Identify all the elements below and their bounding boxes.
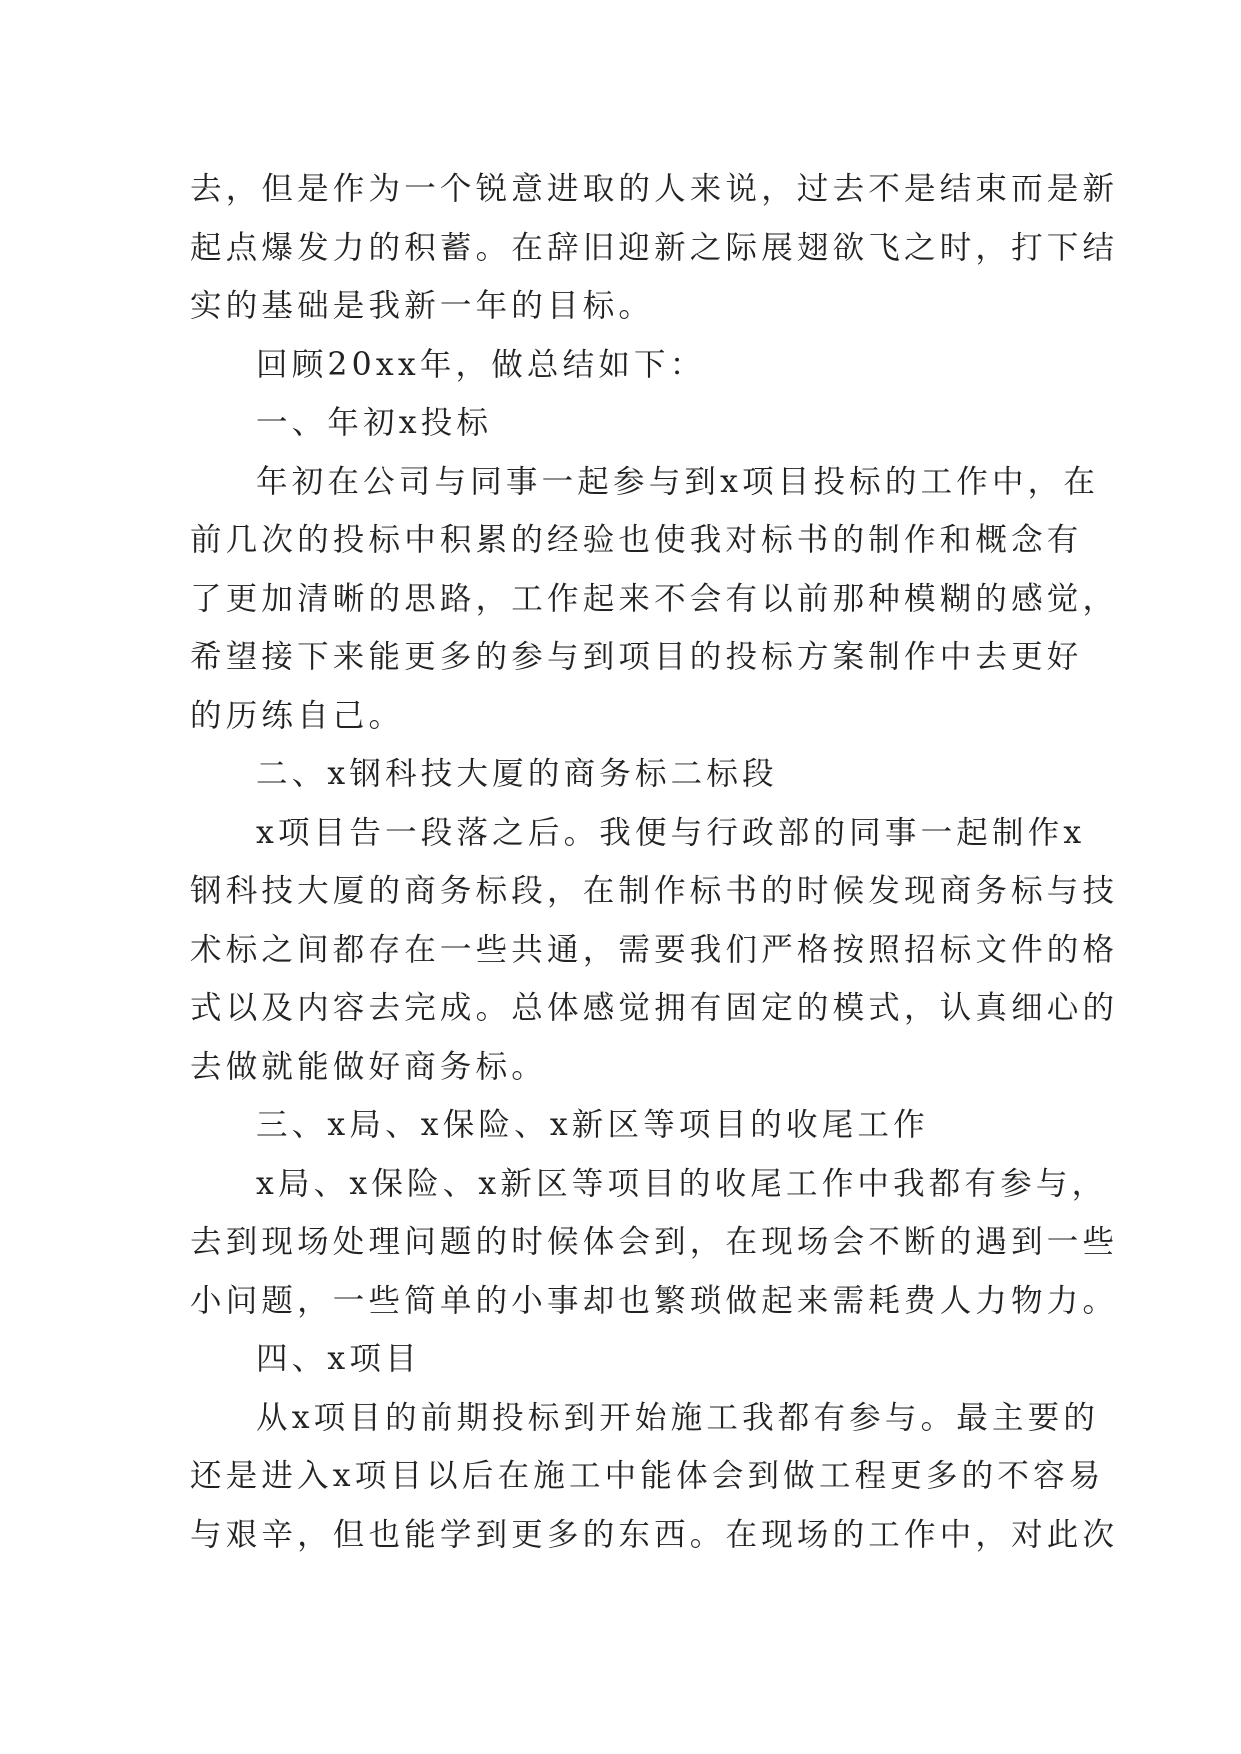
text-line: 年初在公司与同事一起参与到x项目投标的工作中，在 xyxy=(256,463,1100,500)
text-line: 从x项目的前期投标到开始施工我都有参与。最主要的 xyxy=(256,1399,1100,1436)
section-heading: 三、x局、x保险、x新区等项目的收尾工作 xyxy=(256,1107,929,1143)
section-heading: 四、x项目 xyxy=(256,1341,421,1377)
text-line: 起点爆发力的积蓄。在辞旧迎新之际展翅欲飞之时，打下结 xyxy=(190,229,1119,266)
section-heading: 二、x钢科技大厦的商务标二标段 xyxy=(256,756,778,792)
text-line: 的历练自己。 xyxy=(190,697,405,734)
text-line: 希望接下来能更多的参与到项目的投标方案制作中去更好 xyxy=(190,639,1083,675)
document-body xyxy=(190,160,1119,1564)
text-line: 与艰辛，但也能学到更多的东西。在现场的工作中，对此次 xyxy=(190,1516,1119,1553)
text-line: 术标之间都存在一些共通，需要我们严格按照招标文件的格 xyxy=(190,931,1119,968)
text-line: 去做就能做好商务标。 xyxy=(190,1048,548,1085)
text-line: 前几次的投标中积累的经验也使我对标书的制作和概念有 xyxy=(190,522,1083,558)
text-line: 小问题，一些简单的小事却也繁琐做起来需耗费人力物力。 xyxy=(190,1282,1119,1319)
text-line: 实的基础是我新一年的目标。 xyxy=(190,288,655,324)
text-line: x项目告一段落之后。我便与行政部的同事一起制作x xyxy=(256,814,1086,851)
text-line: 去，但是作为一个锐意进取的人来说，过去不是结束而是新 xyxy=(190,171,1119,207)
text-line: 了更加清晰的思路，工作起来不会有以前那种模糊的感觉， xyxy=(190,580,1119,617)
text-line: 式以及内容去完成。总体感觉拥有固定的模式，认真细心的 xyxy=(190,990,1119,1026)
text-line: x局、x保险、x新区等项目的收尾工作中我都有参与， xyxy=(256,1165,1108,1202)
text-line: 去到现场处理问题的时候体会到，在现场会不断的遇到一些 xyxy=(190,1224,1119,1260)
section-heading: 一、年初x投标 xyxy=(256,405,493,441)
text-line: 钢科技大厦的商务标段，在制作标书的时候发现商务标与技 xyxy=(190,873,1119,909)
text-line: 回顾20xx年，做总结如下： xyxy=(256,346,706,383)
text-line: 还是进入x项目以后在施工中能体会到做工程更多的不容易 xyxy=(190,1458,1105,1494)
